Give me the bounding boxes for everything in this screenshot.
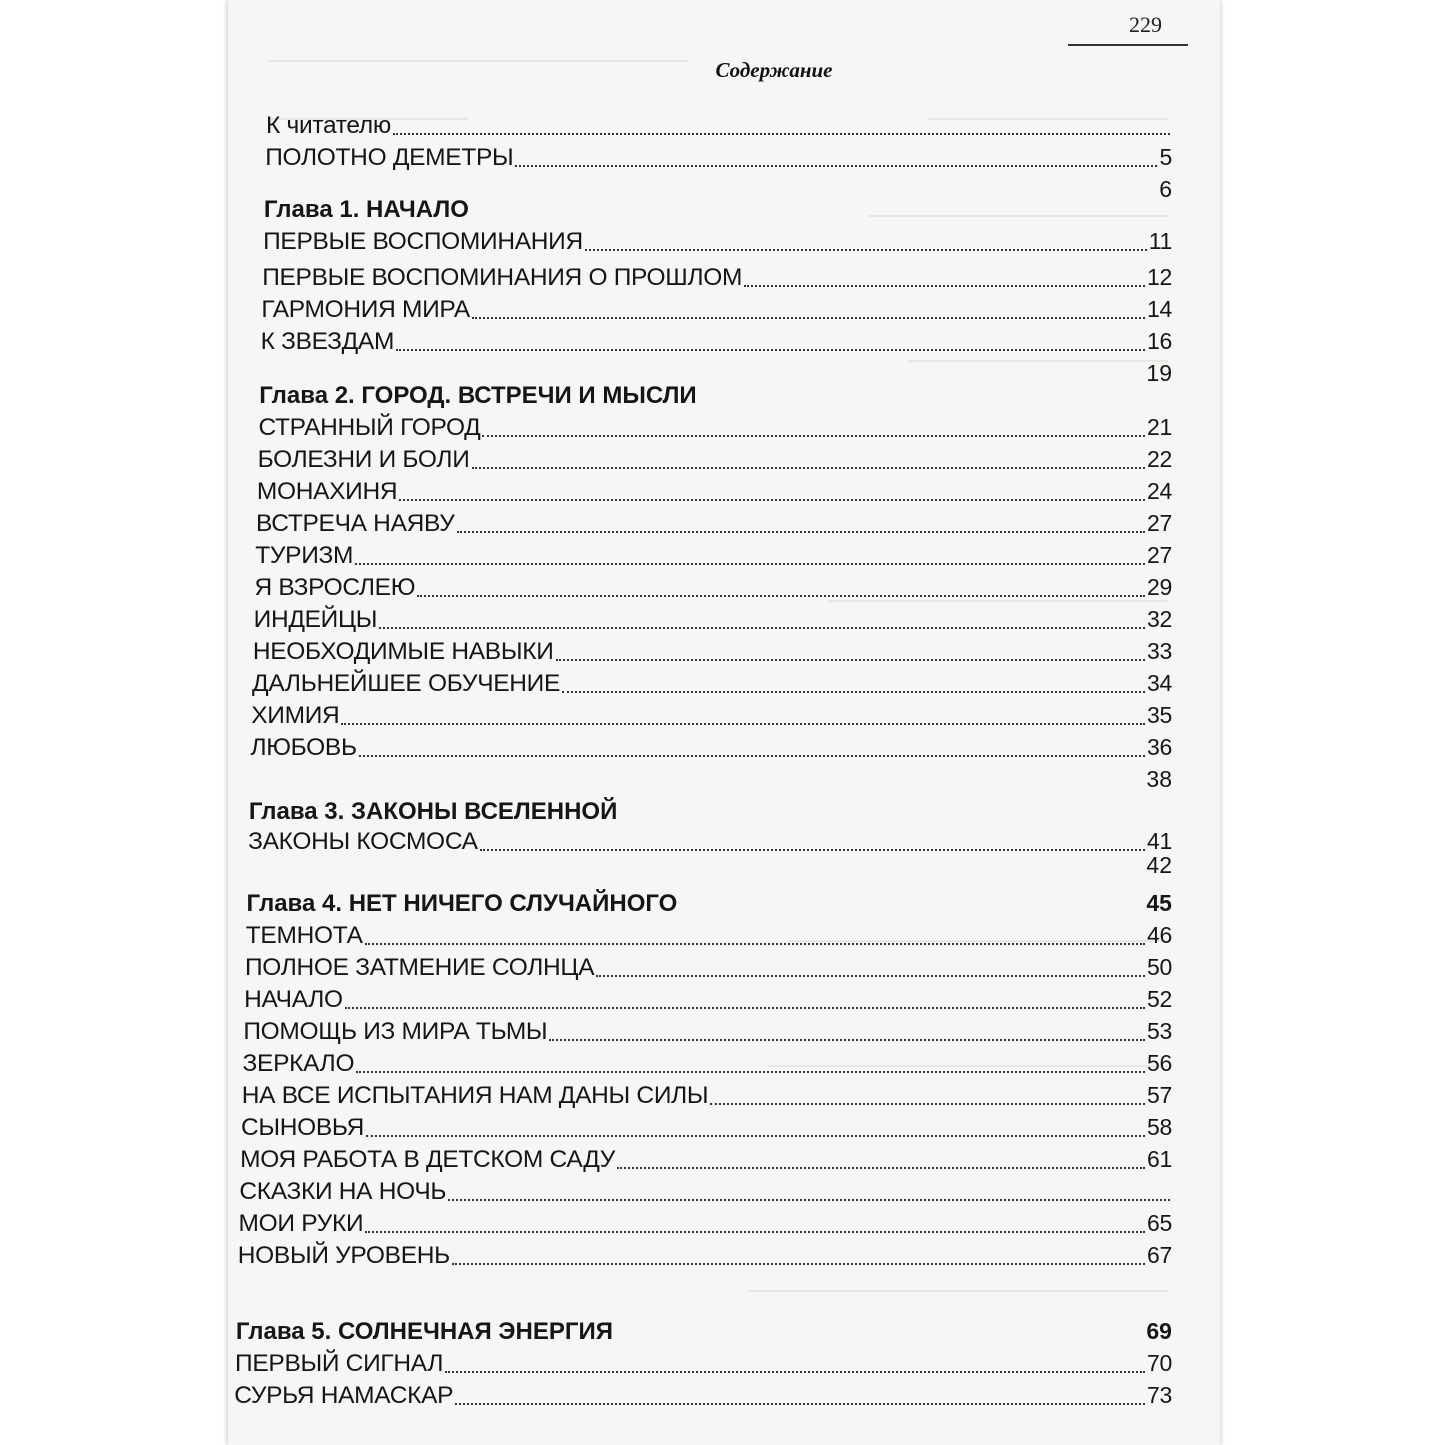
toc-entry-title: НА ВСЕ ИСПЫТАНИЯ НАМ ДАНЫ СИЛЫ bbox=[241, 1082, 709, 1109]
toc-entry bbox=[266, 112, 1172, 140]
toc-entry-title: НОВЫЙ УРОВЕНЬ bbox=[237, 1242, 450, 1269]
toc-page-number: 38 bbox=[1146, 766, 1172, 792]
dot-leader bbox=[396, 349, 1145, 351]
toc-entry-title: ПЕРВЫЕ ВОСПОМИНАНИЯ bbox=[263, 228, 583, 255]
toc-entry-title: Глава 2. ГОРОД. ВСТРЕЧИ И МЫСЛИ bbox=[259, 382, 697, 409]
toc-entry-title: МОНАХИНЯ bbox=[256, 478, 398, 505]
toc-page-number: 45 bbox=[1146, 890, 1172, 916]
toc-page-number: 19 bbox=[1146, 360, 1172, 386]
table-of-contents bbox=[228, 0, 1220, 1445]
toc-page-number: 21 bbox=[1147, 414, 1172, 440]
toc-entry bbox=[261, 328, 1172, 356]
dot-leader bbox=[355, 563, 1145, 565]
dot-leader bbox=[549, 1039, 1145, 1041]
dot-leader bbox=[356, 1071, 1145, 1073]
toc-page-number: 14 bbox=[1147, 296, 1172, 322]
dot-leader bbox=[452, 1263, 1145, 1265]
toc-page-number: 34 bbox=[1147, 670, 1172, 696]
toc-entry bbox=[243, 1018, 1172, 1046]
dot-leader bbox=[359, 755, 1145, 757]
toc-entry bbox=[239, 1178, 1172, 1206]
toc-entry-title: ПОЛНОЕ ЗАТМЕНИЕ СОЛНЦА bbox=[244, 954, 595, 981]
toc-entry bbox=[265, 144, 1172, 172]
toc-page-number: 46 bbox=[1147, 922, 1172, 948]
toc-entry-title: БОЛЕЗНИ И БОЛИ bbox=[257, 446, 470, 473]
toc-entry-title: ЗАКОНЫ КОСМОСА bbox=[248, 828, 478, 855]
dot-leader bbox=[480, 849, 1145, 851]
toc-entry-title: К читателю bbox=[266, 112, 391, 139]
dot-leader bbox=[399, 499, 1145, 501]
toc-entry-title: ТЕМНОТА bbox=[245, 922, 363, 949]
toc-entry bbox=[253, 638, 1172, 666]
toc-entry bbox=[242, 1082, 1172, 1110]
book-page bbox=[228, 0, 1220, 1445]
toc-entry-title: ПЕРВЫЙ СИГНАЛ bbox=[235, 1350, 444, 1377]
toc-entry bbox=[244, 986, 1172, 1014]
dot-leader bbox=[515, 165, 1157, 167]
toc-entry-title: ДАЛЬНЕЙШЕЕ ОБУЧЕНИЕ bbox=[252, 670, 561, 697]
toc-entry bbox=[252, 670, 1172, 698]
toc-page-number: 50 bbox=[1147, 954, 1172, 980]
toc-entry bbox=[235, 1350, 1172, 1378]
toc-page-number: 69 bbox=[1146, 1318, 1172, 1344]
toc-entry-title: ВСТРЕЧА НАЯВУ bbox=[256, 510, 455, 537]
dot-leader bbox=[345, 1007, 1145, 1009]
dot-leader bbox=[556, 659, 1145, 661]
toc-entry bbox=[243, 1050, 1172, 1078]
toc-page-number: 5 bbox=[1159, 144, 1172, 170]
toc-entry bbox=[250, 734, 1172, 762]
toc-entry bbox=[263, 228, 1172, 256]
toc-page-number: 67 bbox=[1147, 1242, 1172, 1268]
toc-entry-title: ЗЕРКАЛО bbox=[242, 1050, 355, 1077]
toc-chapter-heading bbox=[247, 890, 1172, 918]
toc-page-number: 6 bbox=[1159, 176, 1172, 202]
toc-entry bbox=[258, 414, 1172, 442]
toc-entry bbox=[245, 954, 1172, 982]
toc-entry bbox=[262, 264, 1172, 292]
toc-entry bbox=[251, 702, 1172, 730]
toc-entry bbox=[254, 606, 1172, 634]
toc-entry-title: ЛЮБОВЬ bbox=[250, 734, 357, 761]
dot-leader bbox=[393, 133, 1170, 135]
toc-page-number: 12 bbox=[1147, 264, 1172, 290]
dot-leader bbox=[448, 1199, 1170, 1201]
dot-leader bbox=[472, 467, 1145, 469]
toc-page-number: 33 bbox=[1147, 638, 1172, 664]
dot-leader bbox=[710, 1103, 1145, 1105]
toc-page-number: 57 bbox=[1147, 1082, 1172, 1108]
toc-entry-title: ХИМИЯ bbox=[251, 702, 340, 729]
toc-page-number: 22 bbox=[1147, 446, 1172, 472]
dot-leader bbox=[365, 943, 1145, 945]
toc-entry-title: ПЕРВЫЕ ВОСПОМИНАНИЯ О ПРОШЛОМ bbox=[262, 264, 743, 291]
toc-entry-title: Я ВЗРОСЛЕЮ bbox=[254, 574, 416, 601]
toc-entry-title: ТУРИЗМ bbox=[255, 542, 354, 569]
toc-entry bbox=[257, 478, 1172, 506]
toc-page-number: 35 bbox=[1147, 702, 1172, 728]
toc-entry bbox=[239, 1210, 1172, 1238]
toc-page-number: 32 bbox=[1147, 606, 1172, 632]
toc-entry-title: Глава 5. СОЛНЕЧНАЯ ЭНЕРГИЯ bbox=[235, 1318, 613, 1345]
toc-page-number: 53 bbox=[1147, 1018, 1172, 1044]
toc-chapter-heading bbox=[249, 798, 1172, 826]
dot-leader bbox=[472, 317, 1145, 319]
dot-leader bbox=[445, 1371, 1145, 1373]
toc-chapter-heading bbox=[236, 1318, 1172, 1346]
toc-entry bbox=[256, 510, 1172, 538]
toc-entry bbox=[240, 1146, 1172, 1174]
toc-entry-title: К ЗВЕЗДАМ bbox=[260, 328, 395, 355]
toc-chapter-heading bbox=[259, 382, 1172, 410]
toc-entry-title: НАЧАЛО bbox=[244, 986, 343, 1013]
dot-leader bbox=[457, 531, 1146, 533]
dot-leader bbox=[562, 691, 1145, 693]
toc-entry-title: СУРЬЯ НАМАСКАР bbox=[234, 1382, 454, 1409]
toc-entry bbox=[238, 1242, 1172, 1270]
toc-entry-title: МОИ РУКИ bbox=[238, 1210, 364, 1237]
dot-leader bbox=[417, 595, 1145, 597]
dot-leader bbox=[482, 435, 1145, 437]
toc-page-number: 61 bbox=[1147, 1146, 1172, 1172]
toc-entry bbox=[241, 1114, 1172, 1142]
toc-entry-title: Глава 4. НЕТ НИЧЕГО СЛУЧАЙНОГО bbox=[246, 890, 678, 917]
toc-entry bbox=[248, 828, 1172, 856]
toc-page-number: 27 bbox=[1147, 542, 1172, 568]
toc-entry-title: ПОЛОТНО ДЕМЕТРЫ bbox=[265, 144, 514, 171]
toc-page-number: 58 bbox=[1147, 1114, 1172, 1140]
toc-page-number: 11 bbox=[1148, 228, 1172, 254]
toc-page-number: 52 bbox=[1147, 986, 1172, 1012]
toc-page-number: 42 bbox=[1146, 852, 1172, 878]
dot-leader bbox=[366, 1135, 1145, 1137]
toc-page-number: 73 bbox=[1147, 1382, 1172, 1408]
dot-leader bbox=[617, 1167, 1145, 1169]
toc-entry bbox=[254, 574, 1172, 602]
toc-entry-title: ПОМОЩЬ ИЗ МИРА ТЬМЫ bbox=[243, 1018, 548, 1045]
toc-page-number: 41 bbox=[1147, 828, 1172, 854]
toc-entry-title: Глава 1. НАЧАЛО bbox=[263, 196, 469, 223]
dot-leader bbox=[341, 723, 1145, 725]
toc-entry-title: Глава 3. ЗАКОНЫ ВСЕЛЕННОЙ bbox=[248, 798, 618, 825]
toc-entry bbox=[255, 542, 1172, 570]
dot-leader bbox=[379, 627, 1145, 629]
toc-entry-title: СТРАННЫЙ ГОРОД bbox=[258, 414, 481, 441]
toc-page-number: 36 bbox=[1147, 734, 1172, 760]
toc-page-number: 27 bbox=[1147, 510, 1172, 536]
toc-entry-title: СКАЗКИ НА НОЧЬ bbox=[239, 1178, 447, 1205]
toc-entry-title: МОЯ РАБОТА В ДЕТСКОМ САДУ bbox=[240, 1146, 616, 1173]
page-number: 229 bbox=[1129, 12, 1162, 37]
toc-entry-title: НЕОБХОДИМЫЕ НАВЫКИ bbox=[252, 638, 554, 665]
dot-leader bbox=[744, 285, 1145, 287]
toc-page-number: 29 bbox=[1147, 574, 1172, 600]
dot-leader bbox=[596, 975, 1145, 977]
toc-page-number: 65 bbox=[1147, 1210, 1172, 1236]
toc-entry bbox=[234, 1382, 1172, 1410]
dot-leader bbox=[585, 249, 1147, 251]
toc-entry bbox=[246, 922, 1172, 950]
toc-entry-title: ИНДЕЙЦЫ bbox=[253, 606, 378, 633]
toc-entry-title: ГАРМОНИЯ МИРА bbox=[261, 296, 470, 323]
toc-page-number: 56 bbox=[1147, 1050, 1172, 1076]
dot-leader bbox=[365, 1231, 1145, 1233]
toc-entry-title: СЫНОВЬЯ bbox=[240, 1114, 364, 1141]
toc-entry bbox=[261, 296, 1172, 324]
dot-leader bbox=[455, 1403, 1145, 1405]
toc-chapter-heading bbox=[264, 196, 1172, 224]
toc-page-number: 70 bbox=[1147, 1350, 1172, 1376]
toc-page-number: 24 bbox=[1147, 478, 1172, 504]
toc-title: Содержание bbox=[715, 58, 833, 82]
toc-page-number: 16 bbox=[1147, 328, 1172, 354]
toc-entry bbox=[258, 446, 1172, 474]
